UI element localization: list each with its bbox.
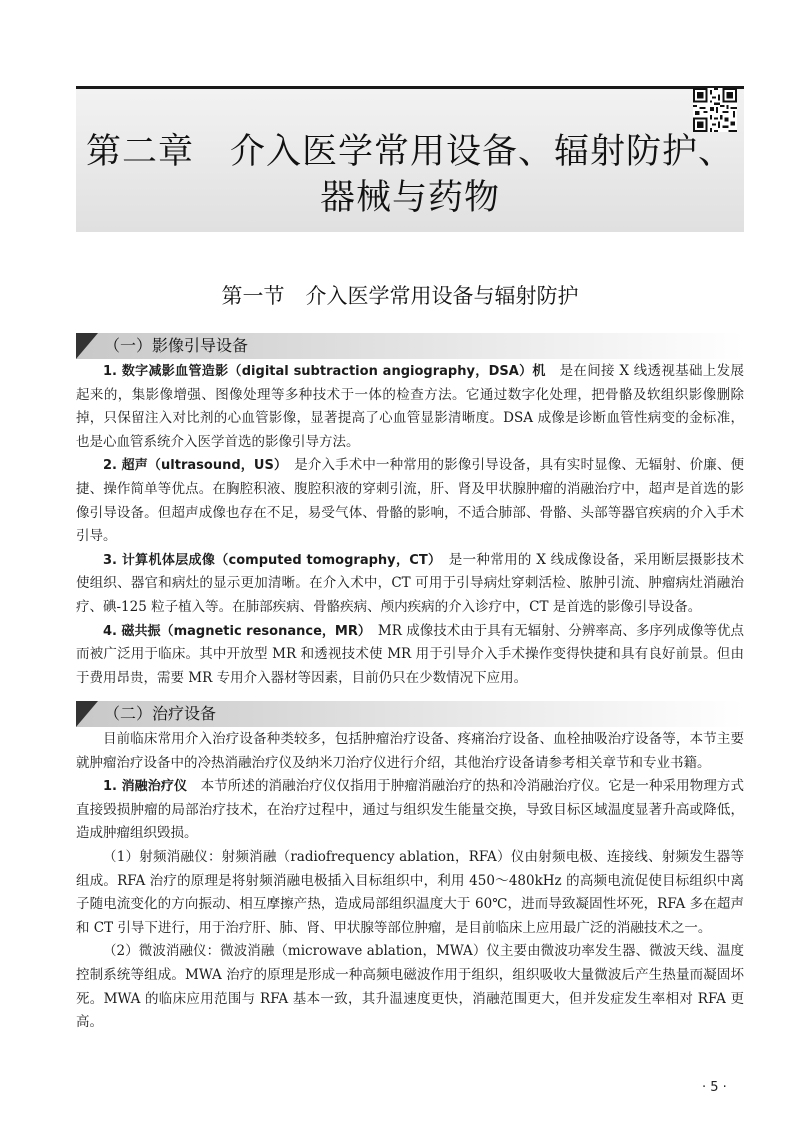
paragraph-ct: 3. 计算机体层成像（computed tomography，CT） 是一种常用的 X 线成像设备，采用断层摄影技术使组织、器官和病灶的显示更加清晰。在介入术中，CT 可用于引导病灶穿刺活检、脓肿引流、肿瘤病灶消融治疗、碘-125 粒子植入等。在肺部疾病、骨骼疾病、颅内疾病的介入诊疗中，CT 是首选的影像引导设备。	[76, 551, 744, 615]
subhead-marker-icon	[76, 333, 98, 359]
subhead-marker-icon	[76, 701, 98, 727]
paragraph-mr: 4. 磁共振（magnetic resonance，MR） MR 成像技术由于具有无辐射、分辨率高、多序列成像等优点而被广泛用于临床。其中开放型 MR 和透视技术使 MR 用于引导介入手术操作变得快捷和具有良好前景。但由于费用昂贵，需要 MR 专用介入器材等因素，目前仍只在少数情况下应用。	[76, 622, 744, 686]
term-mr: 4. 磁共振（magnetic resonance，MR）	[103, 623, 365, 639]
term-dsa: 1. 数字减影血管造影（digital subtraction angiography，DSA）机	[103, 364, 546, 379]
body-block-therapy	[76, 728, 744, 1035]
section-title: 第一节 介入医学常用设备与辐射防护	[221, 284, 579, 308]
term-ct: 3. 计算机体层成像（computed tomography，CT）	[103, 552, 435, 568]
subhead-label: （二）治疗设备	[104, 704, 217, 723]
paragraph-ultrasound: 2. 超声（ultrasound，US） 是介入手术中一种常用的影像引导设备，具有实时显像、无辐射、价廉、便捷、操作简单等优点。在胸腔积液、腹腔积液的穿刺引流，肝、肾及甲状腺肿瘤的消融治疗中，超声是首选的影像引导设备。但超声成像也存在不足，易受气体、骨骼的影响，不适合肺部、骨骼、头部等器官疾病的介入手术引导。	[76, 457, 744, 545]
qr-code-icon	[693, 88, 737, 132]
chapter-title-line-1: 第二章 介入医学常用设备、辐射防护、	[85, 132, 734, 172]
paragraph-mwa: （2）微波消融仪：微波消融（microwave ablation，MWA）仪主要由微波功率发生器、微波天线、温度控制系统等组成。MWA 治疗的原理是形成一种高频电磁波作用于组织，组织吸收大量微波后产生热量而凝固坏死。MWA 的临床应用范围与 RFA 基本一致，其升温速度更快，消融范围更大，但并发症发生率相对 RFA 更高。	[76, 943, 744, 1031]
page-number: · 5 ·	[702, 1080, 727, 1095]
body-block-imaging	[76, 360, 744, 690]
paragraph-ablation: 1. 消融治疗仪 本节所述的消融治疗仪仅指用于肿瘤消融治疗的热和冷消融治疗仪。它是一种采用物理方式直接毁损肿瘤的局部治疗技术，在治疗过程中，通过与组织发生能量交换，导致目标区域温度显著升高或降低，造成肿瘤组织毁损。	[76, 778, 744, 842]
term-ultrasound: 2. 超声（ultrasound，US）	[103, 458, 281, 474]
paragraph-dsa: 1. 数字减影血管造影（digital subtraction angiography，DSA）机 是在间接 X 线透视基础上发展起来的，集影像增强、图像处理等多种技术于一体的检查方法。它通过数字化处理，把骨骼及软组织影像删除掉，只保留注入对比剂的心血管影像，显著提高了心血管显影清晰度。DSA 成像是诊断血管性病变的金标准，也是心血管系统介入医学首选的影像引导方法。	[76, 363, 744, 450]
subhead-imaging-guidance	[76, 333, 744, 359]
chapter-title	[76, 129, 744, 221]
chapter-banner	[76, 86, 744, 232]
subhead-label: （一）影像引导设备	[104, 336, 249, 355]
paragraph-rfa: （1）射频消融仪：射频消融（radiofrequency ablation，RFA）仪由射频电极、连接线、射频发生器等组成。RFA 治疗的原理是将射频消融电极插入目标组织中，利用 450～480kHz 的高频电流促使目标组织中离子随电流变化的方向振动、相互摩擦产热，造成局部组织温度大于 60℃，进而导致凝固性坏死，RFA 多在超声和 CT 引导下进行，用于治疗肝、肺、肾、甲状腺等部位肿瘤，是目前临床上应用最广泛的消融技术之一。	[76, 848, 744, 936]
subhead-therapy-equipment	[76, 701, 744, 727]
chapter-title-line-2: 器械与药物	[319, 178, 500, 218]
term-ablation: 1. 消融治疗仪	[103, 779, 188, 795]
paragraph-therapy-intro: 目前临床常用介入治疗设备种类较多，包括肿瘤治疗设备、疼痛治疗设备、血栓抽吸治疗设备等，本节主要就肿瘤治疗设备中的冷热消融治疗仪及纳米刀治疗仪进行介绍，其他治疗设备请参考相关章节和专业书籍。	[76, 731, 744, 771]
